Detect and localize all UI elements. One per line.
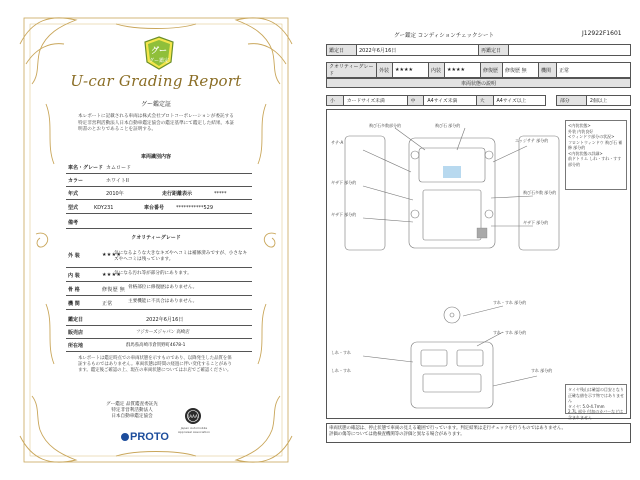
legend-large-desc: A4サイズ以上: [493, 96, 545, 106]
address-label: 所在地: [68, 343, 84, 349]
quality-row-engine: [66, 296, 252, 310]
row-car-name: [66, 162, 252, 174]
damage-label: すれ・すれ 部分的: [493, 300, 527, 305]
repair-label: 修復歴: [481, 63, 503, 78]
side-note-line: フロントウィンドウ 飛び石 補修 部分的: [568, 139, 623, 150]
side-note-line: 前ドトリム しれ・すれ・すす 部分的: [568, 156, 622, 167]
side-note-line: 外装 内装良好: [568, 128, 594, 134]
sheet-title: グー鑑定 コンディションチェックシート: [394, 33, 495, 39]
svg-text:グー鑑定: グー鑑定: [148, 58, 170, 64]
interior-value: ★★★★: [445, 63, 481, 78]
damage-label: しれ・すれ: [331, 368, 351, 373]
side-note-line: <内装状態の詳細>: [568, 150, 603, 156]
issuer-line: グー鑑定 品質鑑査委託先: [106, 402, 158, 407]
year-value: 2010年: [106, 191, 124, 197]
proto-logo: PROTO: [121, 431, 169, 443]
quality-label: 骨 格: [68, 287, 80, 293]
repair-value: 修復歴 無: [503, 63, 539, 78]
row-color: [66, 175, 252, 187]
appraisal-date-label: 鑑定日: [68, 317, 84, 323]
mileage-label: 走行距離表示: [162, 191, 193, 197]
condition-explanation-heading: 車両状態の説明: [326, 78, 631, 88]
car-name-label: 車名・グレード: [68, 165, 104, 171]
proto-mark-icon: [121, 433, 129, 441]
damage-label: エッジサテ 部分的: [515, 138, 549, 143]
jaaa-seal-icon: [184, 407, 202, 425]
exterior-label: 外装: [377, 63, 393, 78]
quality-stars: 正常: [102, 301, 113, 307]
engine-label: 機関: [539, 63, 557, 78]
legend-large: 大: [476, 96, 493, 106]
sheet-number: J12922F1601: [582, 30, 622, 37]
engine-value: 正常: [557, 63, 631, 78]
tire-notes-box: [565, 384, 627, 420]
vehicle-diagram-area: [326, 109, 631, 419]
jaaa-caption: Japan Automobile Appraisal Association: [177, 426, 211, 434]
legend-small-desc: カードサイズ未満: [343, 96, 407, 106]
date-table: [326, 44, 631, 56]
date-label: 鑑定日: [327, 45, 357, 56]
date-value: 2022年6月16日: [357, 45, 479, 56]
size-legend: [326, 95, 546, 106]
damage-label: 飛び石多数部分的: [369, 123, 401, 128]
row-appraisal-date: [66, 314, 252, 326]
quality-row-exterior: [66, 248, 252, 268]
damage-label: しれ・すれ: [331, 350, 351, 355]
damage-label: ギザ下 部分的: [523, 220, 549, 225]
damage-label: 飛び石多数 部分的: [523, 190, 557, 195]
color-label: カラー: [68, 178, 84, 184]
issuer-line: 日本自動車鑑定協会: [111, 414, 153, 420]
quality-label: 機 関: [68, 301, 80, 307]
row-year: [66, 188, 252, 200]
year-label: 年式: [68, 191, 79, 197]
color-value: ホワイトII: [106, 178, 129, 184]
legend-medium-desc: A4サイズ未満: [424, 96, 476, 106]
quality-text: 主要機能に不具合はありません。: [128, 299, 198, 304]
appraisal-date-value: 2022年6月16日: [146, 317, 184, 323]
quality-label: 外 装: [68, 253, 80, 259]
svg-text:JAAA: JAAA: [188, 414, 198, 419]
side-note-line: <内装状態>: [568, 123, 591, 128]
quality-section-heading: クオリティーグレード: [131, 235, 181, 241]
row-model: [66, 202, 252, 214]
certificate-subtitle: グー鑑定証: [140, 101, 171, 108]
row-address: [66, 340, 252, 352]
damage-label: ギザ下 部分的: [331, 180, 357, 185]
legend-medium: 中: [407, 96, 424, 106]
quality-row-frame: [66, 282, 252, 296]
mileage-value: *****: [214, 191, 227, 197]
quality-label: 内 装: [68, 273, 80, 279]
notes-box: [565, 120, 627, 190]
quality-table: [326, 62, 631, 78]
exterior-value: ★★★★: [393, 63, 429, 78]
grading-certificate: [6, 4, 306, 476]
model-value: KDY231: [94, 205, 114, 211]
interior-label: 内装: [429, 63, 445, 78]
svg-text:グー: グー: [151, 46, 167, 55]
legend-count-label: 部分: [557, 96, 587, 106]
damage-label: ギザ下 部分的: [331, 212, 357, 217]
address-value: 群馬県高崎市倉賀野町4678-1: [126, 343, 186, 348]
damage-label: サテ-A: [331, 140, 344, 145]
issuer-block: [92, 402, 172, 421]
count-legend: [556, 95, 631, 106]
quality-row-interior: [66, 268, 252, 282]
quality-text: 骨格部位に修復歴はありません。: [128, 285, 198, 290]
row-dealer: [66, 327, 252, 339]
quality-grade-label: クオリティーグレード: [327, 63, 377, 78]
quality-stars: ★★★★: [102, 272, 122, 278]
side-note-line: <ウィンドウ部分の状況>: [568, 134, 615, 139]
legend-count-value: 2個以上: [586, 96, 630, 106]
tire-note: タイヤ残山は確認の目安となり正確な値を示す物ではありません タイヤ: 5.0-4.7mm 2.7L 部分 付加のカバーなどは含まれません: [568, 387, 624, 420]
goo-kantei-badge-icon: [143, 36, 175, 70]
sheet-disclaimer: 車両状態の確認は、停止状態で車両の見える範囲で行っています。判定結果は走行チェックを行うものではありません。 評価の傷等については他検査機関等の評価と異なる場合があります。: [326, 423, 631, 443]
quality-stars: 修復歴 無: [102, 287, 126, 293]
damage-label: すれ・すれ 部分的: [493, 330, 527, 335]
chassis-label: 車台番号: [144, 205, 165, 211]
reappraisal-label: 再鑑定日: [479, 45, 509, 56]
reappraisal-value: [509, 45, 631, 56]
remarks-label: 備考: [68, 220, 79, 226]
row-remarks: [66, 217, 252, 229]
report-title: U-car Grading Report: [70, 72, 242, 90]
model-label: 型式: [68, 205, 79, 211]
condition-check-sheet: [320, 0, 640, 480]
legend-small: 小: [327, 96, 344, 106]
dealer-label: 販売店: [68, 330, 84, 336]
dealer-value: フジカーズジャパン 高崎店: [136, 330, 190, 335]
side-notes: [568, 123, 626, 167]
quality-text: 気になる汚れ等が部分的にあります。: [114, 271, 192, 276]
certificate-intro: 本レポートに記載される車両は株式会社プロトコーポレーションが委託する特定非営利活動法人日本自動車鑑定協会の鑑定基準にて鑑定した結果、本証明書のとおりであることを証明する。: [78, 114, 235, 132]
quality-stars: ★★★★: [102, 252, 122, 258]
chassis-value: ***********529: [176, 205, 214, 211]
quality-text: 気になるような大きなキズやヘコミは補修済みですが、小さなキズやヘコミは残っています。: [114, 251, 248, 262]
certificate-footer: 本レポートは鑑定時点での車両状態を示すものであり、以降発生した品質を保証するものではありません。車両状態は時間の経過に伴い変化することがあります。鑑定後ご確認の上、現在の車両状態についてはお店でご確認ください。: [78, 356, 232, 374]
damage-label: 飛び石 部分的: [435, 123, 461, 128]
car-name-value: カムロード: [106, 165, 132, 171]
issuer-line: 特定非営利活動法人: [111, 408, 153, 414]
vehicle-section-heading: 車両識別内容: [140, 154, 171, 160]
damage-label: すれ 部分的: [531, 368, 553, 373]
